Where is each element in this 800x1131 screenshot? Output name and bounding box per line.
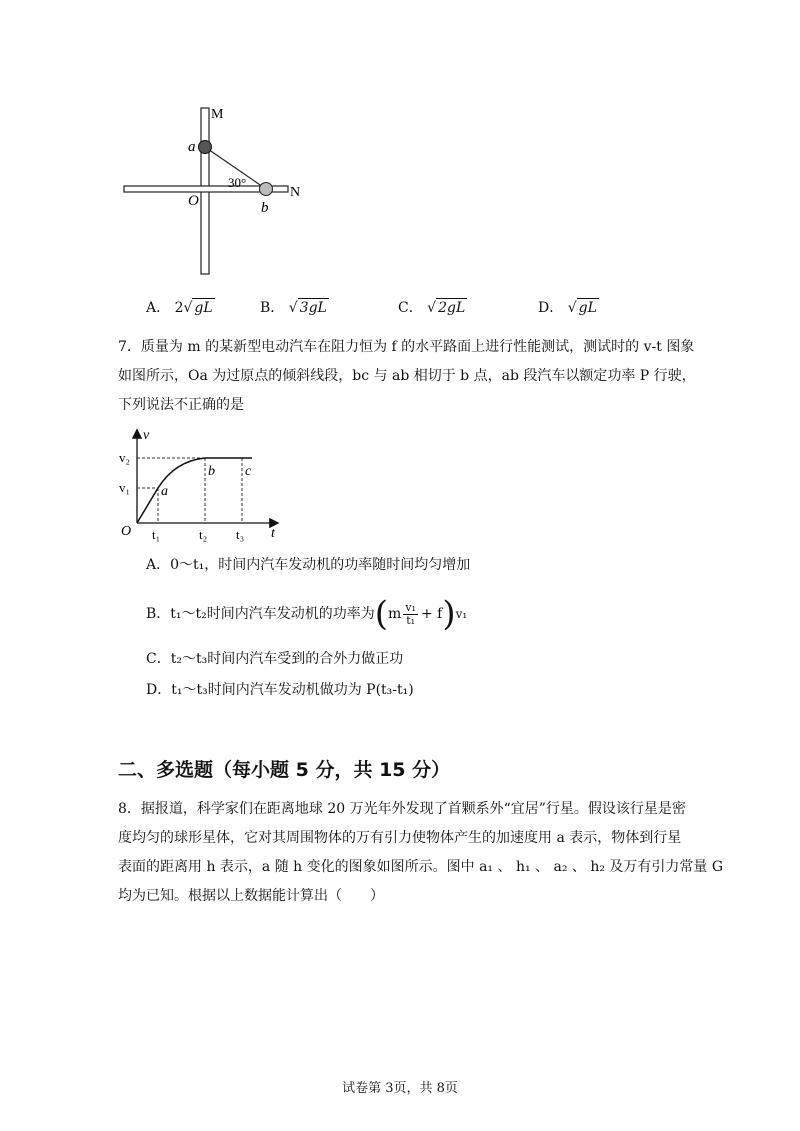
segment-Oa xyxy=(137,488,158,523)
label-O: O xyxy=(188,193,199,209)
point-b-label: b xyxy=(208,464,215,479)
t2-label: t₂ xyxy=(199,527,208,542)
t3-label: t₃ xyxy=(236,527,245,542)
q7-stem-line2: 如图所示，Oa 为过原点的倾斜线段，bc 与 ab 相切于 b 点，ab 段汽车以额定功率 P 行驶， xyxy=(118,368,696,384)
q7-option-d: D．t₁～t₃时间内汽车发动机做功为 P(t₃-t₁) xyxy=(146,682,414,698)
angle-label: 30° xyxy=(228,175,247,190)
label-a: a xyxy=(188,139,196,155)
label-M: M xyxy=(211,107,224,122)
q6-option-b: B． √ 3gL xyxy=(260,300,327,316)
ball-a xyxy=(199,141,212,154)
q6-option-a: A． 2√ gL xyxy=(146,300,213,316)
page-footer: 试卷第 3页，共 8页 xyxy=(342,1081,458,1096)
q6-option-d: D． √ gL xyxy=(538,300,597,316)
rod-ball-figure xyxy=(115,100,315,280)
point-a-label: a xyxy=(161,484,168,499)
q8-line2: 度均匀的球形星体，它对其周围物体的万有引力使物体产生的加速度用 a 表示，物体到行星 xyxy=(118,830,682,846)
v1-label: v₁ xyxy=(119,480,131,495)
q7-option-a: A．0～t₁，时间内汽车发动机的功率随时间均匀增加 xyxy=(146,557,471,573)
label-b: b xyxy=(261,200,269,216)
label-N: N xyxy=(290,185,301,200)
q6-option-c: C． √ 2gL xyxy=(398,300,466,316)
origin-label: O xyxy=(121,524,132,539)
t-axis-label: t xyxy=(271,526,275,541)
q7-option-c: C．t₂～t₃时间内汽车受到的合外力做正功 xyxy=(146,651,404,667)
q7-option-b: B．t₁～t₂时间内汽车发动机的功率为 ( m $\frac{\text{v₁}}{\text{t₁}}$ + f ) v₁ xyxy=(146,594,468,634)
q8-line4: 均为已知。根据以上数据能计算出（ ） xyxy=(118,888,384,904)
q8-line1: 8．据报道，科学家们在距离地球 20 万光年外发现了首颗系外“宜居”行星。假设该行星是密 xyxy=(118,801,686,817)
q8-line3: 表面的距离用 h 表示，a 随 h 变化的图象如图所示。图中 a₁ 、 h₁ 、 a₂ 、 h₂ 及万有引力常量 G xyxy=(118,859,724,875)
vt-graph xyxy=(115,425,290,545)
ball-b xyxy=(260,183,273,196)
v2-label: v₂ xyxy=(119,450,131,465)
t1-label: t₁ xyxy=(152,527,161,542)
q7-stem-line1: 7．质量为 m 的某新型电动汽车在阻力恒为 f 的水平路面上进行性能测试，测试时的 v-t 图象 xyxy=(118,339,695,355)
v-axis-label: v xyxy=(143,428,150,443)
section-heading: 二、多选题（每小题 5 分，共 15 分） xyxy=(118,759,451,781)
q7-stem-line3: 下列说法不正确的是 xyxy=(118,397,244,413)
point-c-label: c xyxy=(245,464,252,479)
